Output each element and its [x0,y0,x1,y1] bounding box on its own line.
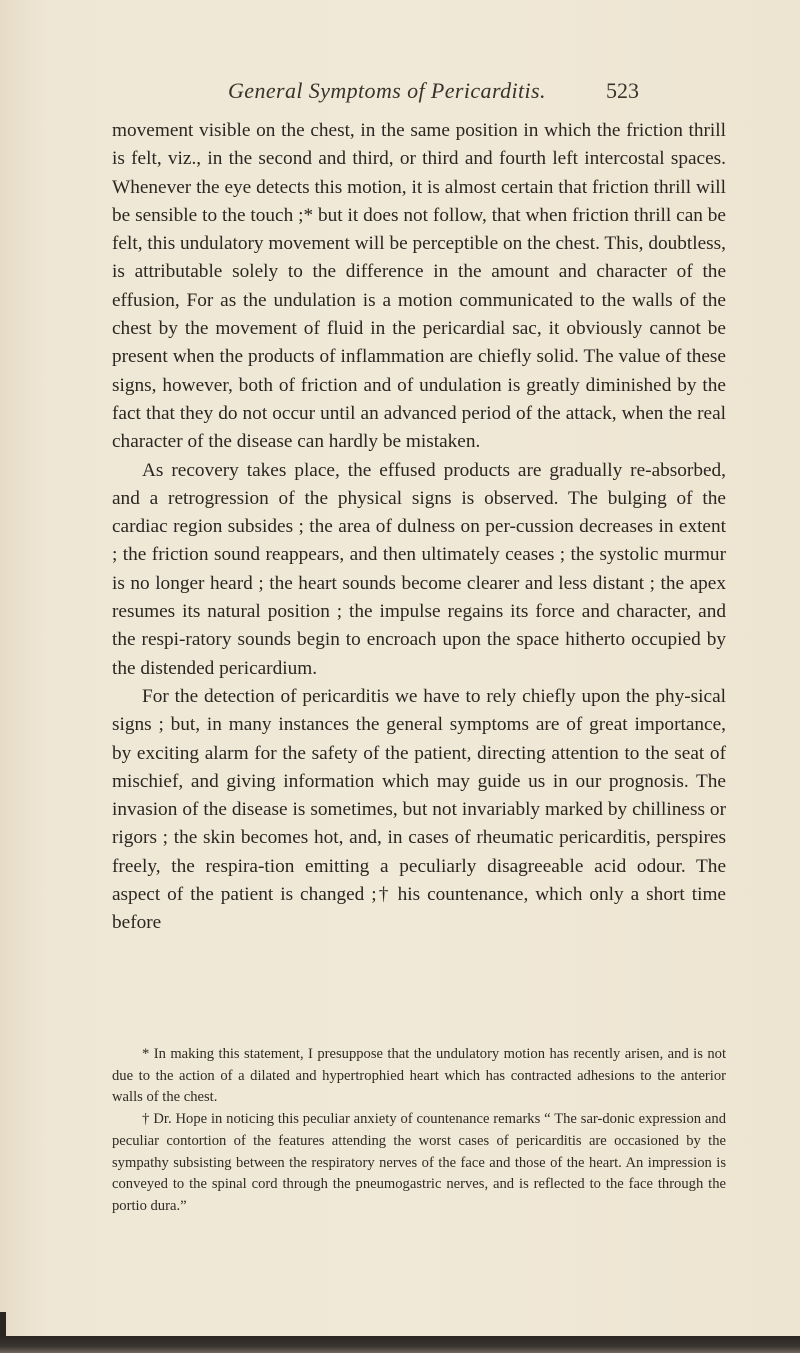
page-number: 523 [606,78,639,103]
paragraph-recovery: As recovery takes place, the effused products are gradually re-absorbed, and a retrogression of the physical signs is observed. The bulging of the cardiac region subsides ; the area of dulness on per-cussion decreases in extent ; the friction sound reappears, and then ultimately ceases ; the systolic murmur is no longer heard ; the heart sounds become clearer and less distant ; the apex resumes its natural position ; the impulse regains its force and character, and the respi-ratory sounds begin to encroach upon the space hitherto occupied by the distended pericardium. [112,459,726,679]
body-text [112,117,726,938]
running-title: General Symptoms of Pericarditis. [228,78,546,103]
page-bottom-border [0,1336,800,1353]
footnotes [112,1044,726,1218]
running-head [0,78,800,108]
paragraph-detection: For the detection of pericarditis we have to rely chiefly upon the phy-sical signs ; but, in many instances the general symptoms are of great importance, by exciting alarm for the safety of the patient, directing attention to the seat of mischief, and giving information which may guide us in our prognosis. The invasion of the disease is sometimes, but not invariably marked by chilliness or rigors ; the skin becomes hot, and, in cases of rheumatic pericarditis, perspires freely, the respira-tion emitting a peculiarly disagreeable acid odour. The aspect of the patient is changed ;† his countenance, which only a short time before [112,685,726,934]
paragraph-continued: movement visible on the chest, in the same position in which the friction thrill is felt, viz., in the second and third, or third and fourth left intercostal spaces. Whenever the eye detects this motion, it is almost certain that friction thrill will be sensible to the touch ;* but it does not follow, that when friction thrill can be felt, this undulatory movement will be perceptible on the chest. This, doubtless, is attributable solely to the difference in the amount and character of the effusion, For as the undulation is a motion communicated to the walls of the chest by the movement of fluid in the pericardial sac, it obviously cannot be present when the products of inflammation are chiefly solid. The value of these signs, however, both of friction and of undulation is greatly diminished by the fact that they do not occur until an advanced period of the attack, when the real character of the disease can hardly be mistaken. [112,120,726,453]
footnote-dagger: † Dr. Hope in noticing this peculiar anxiety of countenance remarks “ The sar-donic expression and peculiar contortion of the features attending the worst cases of pericarditis are occasioned by the sympathy subsisting between the respiratory nerves of the face and those of the heart. An impression is conveyed to the spinal cord through the pneumogastric nerves, and is reflected to the face through the portio dura.” [112,1111,726,1214]
footnote-asterisk: * In making this statement, I presuppose that the undulatory motion has recently arisen, and is not due to the action of a dilated and hypertrophied heart which has contracted adhesions to the anterior walls of the chest. [112,1046,726,1106]
